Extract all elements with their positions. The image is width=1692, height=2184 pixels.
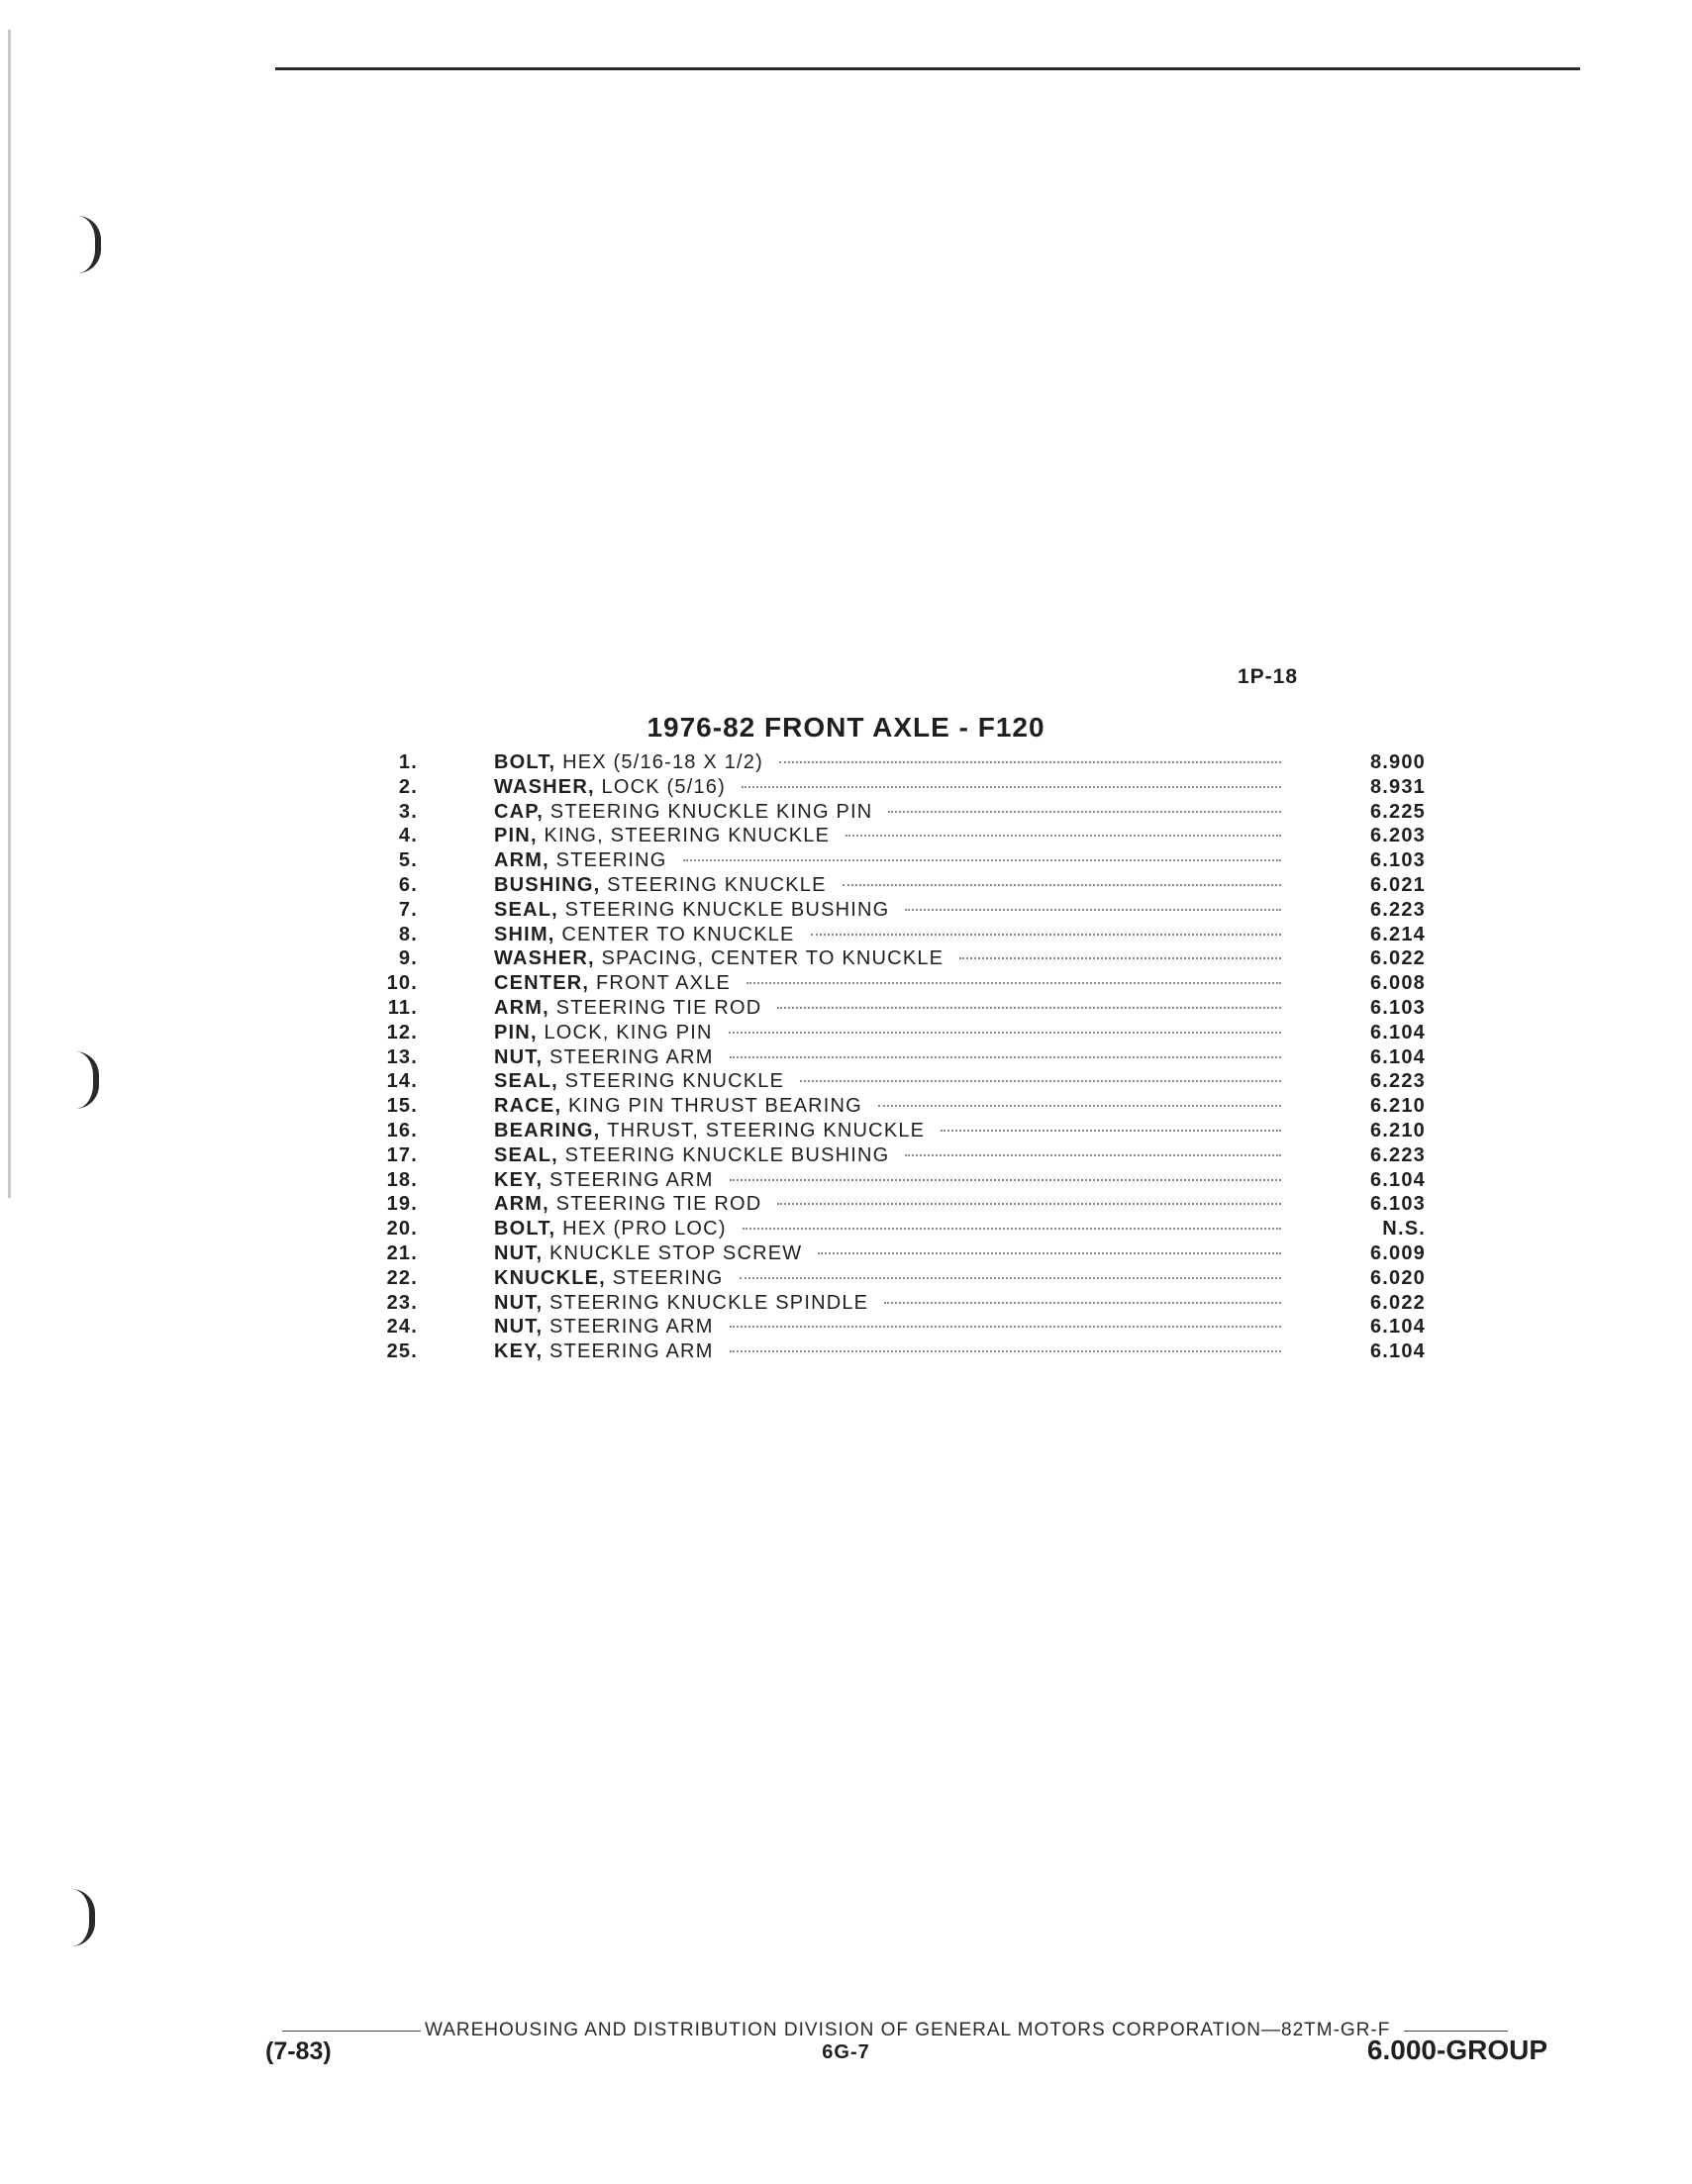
part-row (376, 1143, 1426, 1168)
part-description (494, 848, 1281, 873)
dot-leader (730, 1056, 1281, 1058)
part-description (494, 800, 1281, 825)
part-description (494, 1119, 1281, 1143)
part-number: 10. (386, 972, 418, 995)
part-description (494, 824, 1281, 848)
group-code: 6.104 (1369, 1340, 1426, 1363)
part-detail: KNUCKLE STOP SCREW (549, 1241, 803, 1264)
part-name: KNUCKLE, (494, 1266, 606, 1289)
part-number: 2. (398, 775, 418, 798)
part-row (376, 1069, 1426, 1094)
part-description (494, 750, 1281, 775)
group-code: 6.214 (1369, 923, 1426, 945)
dot-leader (888, 811, 1281, 813)
footer-rule-right (1404, 2031, 1508, 2032)
part-name: ARM, (494, 996, 549, 1019)
group-code: 6.223 (1369, 1070, 1426, 1093)
part-name: SEAL, (494, 898, 558, 921)
part-name: SEAL, (494, 1143, 558, 1166)
part-row (376, 1266, 1426, 1291)
part-description (494, 1241, 1281, 1266)
part-number: 6. (398, 873, 418, 896)
group-code: 6.104 (1369, 1316, 1426, 1339)
part-description (494, 873, 1281, 898)
part-description (494, 946, 1281, 971)
parts-list (376, 750, 1426, 1364)
part-description (494, 996, 1281, 1021)
part-row (376, 946, 1426, 971)
part-detail: STEERING KNUCKLE BUSHING (564, 1143, 890, 1166)
part-detail: THRUST, STEERING KNUCKLE (607, 1119, 926, 1142)
part-name: BOLT, (494, 751, 556, 773)
dot-leader (878, 1105, 1281, 1107)
part-number: 13. (386, 1045, 418, 1068)
part-name: BUSHING, (494, 873, 601, 896)
group-code: 6.225 (1369, 800, 1426, 823)
part-detail: STEERING (612, 1266, 724, 1289)
part-description (494, 1168, 1281, 1193)
dot-leader (743, 1228, 1281, 1230)
group-code: 8.900 (1369, 751, 1426, 773)
footer-rule-left (282, 2031, 421, 2032)
dot-leader (777, 1007, 1281, 1009)
footer-page-number: 6G-7 (822, 2041, 870, 2063)
part-number: 5. (398, 849, 418, 872)
page-reference: 1P-18 (1238, 665, 1299, 688)
part-number: 25. (386, 1340, 418, 1363)
part-detail: CENTER TO KNUCKLE (561, 923, 795, 945)
part-number: 18. (386, 1168, 418, 1191)
part-name: RACE, (494, 1095, 562, 1118)
part-number: 19. (386, 1193, 418, 1216)
footer-date: (7-83) (265, 2037, 332, 2065)
part-detail: KING PIN THRUST BEARING (568, 1095, 862, 1118)
binder-hole-top (77, 216, 101, 273)
part-number: 20. (386, 1218, 418, 1241)
part-name: CENTER, (494, 972, 590, 995)
part-row (376, 1192, 1426, 1217)
part-number: 24. (386, 1316, 418, 1339)
group-code: 6.021 (1369, 873, 1426, 896)
binder-hole-middle (75, 1051, 99, 1109)
part-name: NUT, (494, 1241, 544, 1264)
part-detail: STEERING ARM (549, 1045, 714, 1068)
part-detail: STEERING KNUCKLE (564, 1070, 785, 1093)
part-number: 7. (398, 898, 418, 921)
page-title: 1976-82 FRONT AXLE - F120 (647, 712, 1045, 743)
part-description (494, 775, 1281, 800)
dot-leader (746, 982, 1281, 984)
part-number: 9. (398, 947, 418, 970)
part-description (494, 1266, 1281, 1291)
header-rule (275, 67, 1580, 70)
part-name: PIN, (494, 825, 538, 847)
dot-leader (740, 1277, 1281, 1279)
part-description (494, 1192, 1281, 1217)
footer-publisher-line (282, 2020, 1544, 2041)
dot-leader (818, 1252, 1281, 1254)
group-code: 6.020 (1369, 1266, 1426, 1289)
part-detail: KING, STEERING KNUCKLE (544, 825, 831, 847)
part-description (494, 1143, 1281, 1168)
part-name: SHIM, (494, 923, 555, 945)
group-code: 6.104 (1369, 1045, 1426, 1068)
part-detail: LOCK (5/16) (601, 775, 726, 798)
part-row (376, 1340, 1426, 1364)
group-code: 6.103 (1369, 1193, 1426, 1216)
part-number: 22. (386, 1266, 418, 1289)
part-row (376, 873, 1426, 898)
part-detail: STEERING KNUCKLE KING PIN (549, 800, 873, 823)
part-name: CAP, (494, 800, 545, 823)
dot-leader (884, 1302, 1281, 1304)
group-code: 6.008 (1369, 972, 1426, 995)
group-code: 6.210 (1369, 1095, 1426, 1118)
part-number: 3. (398, 800, 418, 823)
part-number: 12. (386, 1021, 418, 1043)
group-code: 6.104 (1369, 1168, 1426, 1191)
part-detail: STEERING ARM (549, 1340, 714, 1363)
part-row (376, 1094, 1426, 1119)
part-description (494, 923, 1281, 947)
group-code: 6.203 (1369, 825, 1426, 847)
part-description (494, 1315, 1281, 1340)
part-number: 8. (398, 923, 418, 945)
group-code: 6.223 (1369, 1143, 1426, 1166)
part-number: 1. (398, 751, 418, 773)
group-code: N.S. (1382, 1218, 1426, 1241)
part-description (494, 1291, 1281, 1316)
dot-leader (905, 909, 1281, 911)
dot-leader (730, 1179, 1281, 1181)
dot-leader (779, 761, 1281, 763)
part-name: SEAL, (494, 1070, 558, 1093)
part-number: 4. (398, 825, 418, 847)
part-row (376, 996, 1426, 1021)
footer-group: 6.000-GROUP (1366, 2035, 1547, 2065)
part-description (494, 1069, 1281, 1094)
dot-leader (941, 1130, 1281, 1132)
part-number: 16. (386, 1119, 418, 1142)
dot-leader (730, 1350, 1281, 1352)
part-name: BOLT, (494, 1218, 556, 1241)
dot-leader (777, 1203, 1281, 1205)
part-row (376, 1291, 1426, 1316)
part-number: 15. (386, 1095, 418, 1118)
part-detail: HEX (5/16-18 X 1/2) (562, 751, 763, 773)
part-row (376, 1241, 1426, 1266)
part-detail: STEERING ARM (549, 1168, 714, 1191)
part-description (494, 1217, 1281, 1241)
part-name: BEARING, (494, 1119, 601, 1142)
part-description (494, 1094, 1281, 1119)
group-code: 6.223 (1369, 898, 1426, 921)
part-row (376, 824, 1426, 848)
dot-leader (905, 1154, 1281, 1156)
part-row (376, 1021, 1426, 1045)
part-name: NUT, (494, 1316, 544, 1339)
part-number: 17. (386, 1143, 418, 1166)
part-name: NUT, (494, 1045, 544, 1068)
page-left-edge (8, 30, 11, 1198)
dot-leader (742, 786, 1281, 788)
dot-leader (683, 859, 1281, 861)
part-row (376, 1045, 1426, 1070)
dot-leader (811, 934, 1281, 936)
part-number: 14. (386, 1070, 418, 1093)
group-code: 6.022 (1369, 1291, 1426, 1314)
part-number: 21. (386, 1241, 418, 1264)
group-code: 6.104 (1369, 1021, 1426, 1043)
part-name: KEY, (494, 1340, 544, 1363)
part-description (494, 1045, 1281, 1070)
part-detail: STEERING KNUCKLE BUSHING (564, 898, 890, 921)
part-detail: FRONT AXLE (595, 972, 732, 995)
part-row (376, 1119, 1426, 1143)
part-name: NUT, (494, 1291, 544, 1314)
part-detail: STEERING KNUCKLE SPINDLE (549, 1291, 869, 1314)
part-row (376, 848, 1426, 873)
part-row (376, 1168, 1426, 1193)
part-description (494, 898, 1281, 923)
part-row (376, 775, 1426, 800)
dot-leader (730, 1326, 1281, 1328)
part-detail: STEERING KNUCKLE (607, 873, 827, 896)
part-name: PIN, (494, 1021, 538, 1043)
part-detail: STEERING TIE ROD (555, 996, 762, 1019)
part-detail: STEERING ARM (549, 1316, 714, 1339)
part-detail: HEX (PRO LOC) (562, 1218, 727, 1241)
part-name: WASHER, (494, 947, 595, 970)
part-row (376, 1217, 1426, 1241)
dot-leader (959, 957, 1281, 959)
part-detail: LOCK, KING PIN (544, 1021, 713, 1043)
part-detail: STEERING (555, 849, 667, 872)
part-name: ARM, (494, 1193, 549, 1216)
part-description (494, 1021, 1281, 1045)
part-name: ARM, (494, 849, 549, 872)
footer-publisher: WAREHOUSING AND DISTRIBUTION DIVISION OF GENERAL MOTORS CORPORATION—82TM-GR-F (425, 2020, 1391, 2040)
part-row (376, 800, 1426, 825)
group-code: 8.931 (1369, 775, 1426, 798)
group-code: 6.022 (1369, 947, 1426, 970)
group-code: 6.210 (1369, 1119, 1426, 1142)
part-description (494, 971, 1281, 996)
part-detail: SPACING, CENTER TO KNUCKLE (601, 947, 945, 970)
part-row (376, 923, 1426, 947)
part-name: KEY, (494, 1168, 544, 1191)
dot-leader (729, 1032, 1281, 1034)
group-code: 6.103 (1369, 996, 1426, 1019)
part-number: 11. (387, 996, 418, 1019)
part-name: WASHER, (494, 775, 595, 798)
group-code: 6.009 (1369, 1241, 1426, 1264)
group-code: 6.103 (1369, 849, 1426, 872)
binder-hole-bottom (71, 1889, 95, 1946)
part-row (376, 898, 1426, 923)
dot-leader (800, 1080, 1281, 1082)
part-row (376, 750, 1426, 775)
dot-leader (846, 835, 1281, 837)
part-detail: STEERING TIE ROD (555, 1193, 762, 1216)
part-row (376, 971, 1426, 996)
part-description (494, 1340, 1281, 1364)
part-row (376, 1315, 1426, 1340)
dot-leader (843, 884, 1281, 886)
part-number: 23. (386, 1291, 418, 1314)
